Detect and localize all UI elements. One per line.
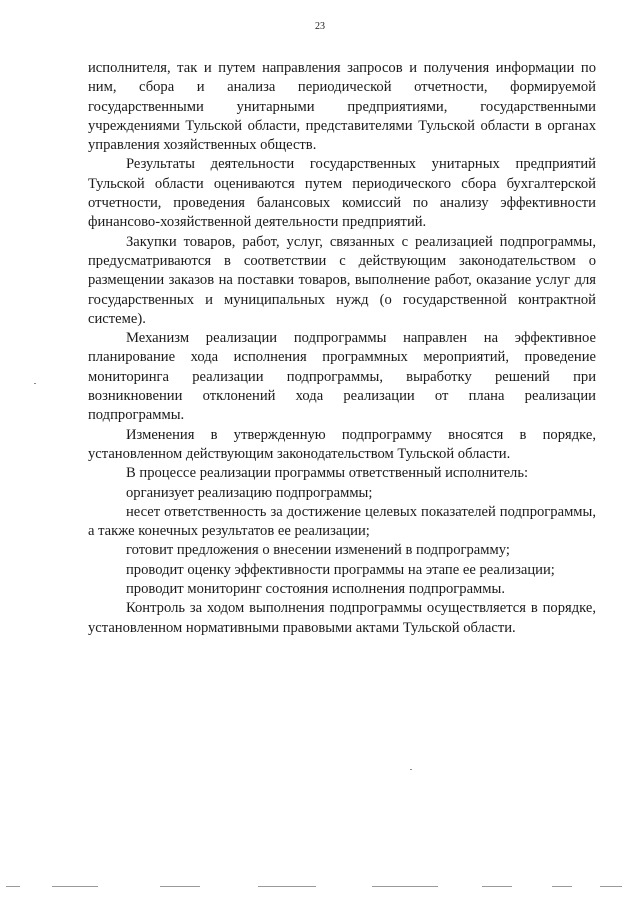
document-body <box>88 59 596 638</box>
scan-noise-dash <box>258 886 316 887</box>
paragraph-mechanism: Механизм реализации подпрограммы направлен на эффективное планирование хода исполнения программных мероприятий, проведение мониторинга реализации подпрограммы, выработку решений при возникновении отклонений хода реализации от плана реализации подпрограммы. <box>88 330 596 424</box>
paragraph-continuation: исполнителя, так и путем направления запросов и получения информации по ним, сбора и анализа периодической отчетности, формируемой государственными унитарными предприятиями, государственными учреждениями Тульской области, представителями Тульской области в органах управления хозяйственных обществ. <box>88 60 596 154</box>
paragraph-control: Контроль за ходом выполнения подпрограммы осуществляется в порядке, установленном нормативными правовыми актами Тульской области. <box>88 600 596 636</box>
paragraph-procurement: Закупки товаров, работ, услуг, связанных с реализацией подпрограммы, предусматриваются в соответствии с действующим законодательством о размещении заказов на поставки товаров, выполнение работ, оказание услуг для государственных и муниципальных нужд (о государственной контрактной системе). <box>88 233 596 327</box>
scan-noise-dash <box>6 886 20 887</box>
paragraph-changes: Изменения в утвержденную подпрограмму вносятся в порядке, установленном действующим законодательством Тульской области. <box>88 426 596 462</box>
paragraph-duty-organizes: организует реализацию подпрограммы; <box>126 484 373 501</box>
scan-noise-dash <box>482 886 512 887</box>
scan-noise-dash <box>372 886 438 887</box>
paragraph-results: Результаты деятельности государственных унитарных предприятий Тульской области оцениваются путем периодического сбора бухгалтерской отчетности, проведения балансовых комиссий по анализу эффективности финансово-хозяйственной деятельности предприятий. <box>88 156 596 231</box>
paragraph-executor-intro: В процессе реализации программы ответственный исполнитель: <box>126 465 529 482</box>
scan-noise-strip <box>0 884 640 890</box>
paragraph-duty-proposals: готовит предложения о внесении изменений в подпрограмму; <box>126 542 510 559</box>
scan-noise-dash <box>600 886 622 887</box>
paragraph-duty-evaluation: проводит оценку эффективности программы на этапе ее реализации; <box>126 561 555 578</box>
paragraph-duty-responsibility: несет ответственность за достижение целевых показателей подпрограммы, а также конечных результатов ее реализации; <box>88 503 596 540</box>
scan-speck <box>34 383 36 384</box>
scan-speck <box>410 769 412 770</box>
page-number: 23 <box>315 21 325 32</box>
scan-noise-dash <box>160 886 200 887</box>
scan-noise-dash <box>552 886 572 887</box>
paragraph-duty-monitoring: проводит мониторинг состояния исполнения подпрограммы. <box>126 581 505 598</box>
scan-noise-dash <box>52 886 98 887</box>
